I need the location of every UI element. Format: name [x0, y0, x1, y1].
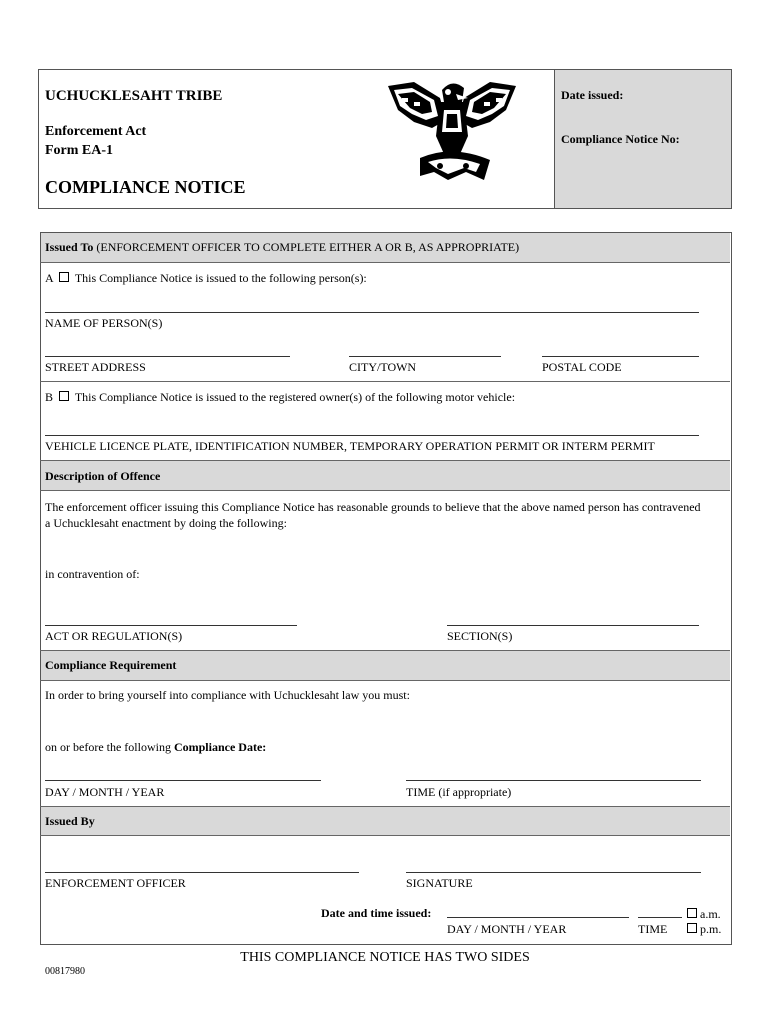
- date-time-issued-label: Date and time issued:: [321, 906, 432, 920]
- option-b-letter: B: [45, 390, 54, 404]
- issued-to-heading-text: (ENFORCEMENT OFFICER TO COMPLETE EITHER A OR B, AS APPROPRIATE): [93, 240, 520, 254]
- offence-heading: Description of Offence: [45, 469, 161, 483]
- officer-label: ENFORCEMENT OFFICER: [45, 876, 186, 890]
- page-title: COMPLIANCE NOTICE: [45, 177, 246, 197]
- option-a-row: [45, 271, 367, 286]
- requirement-text: In order to bring yourself into compliance with Uchucklesaht law you must:: [45, 688, 410, 702]
- street-label: STREET ADDRESS: [45, 360, 146, 374]
- am-label: a.m.: [700, 907, 721, 921]
- issued-by-heading: Issued By: [45, 814, 95, 828]
- act-input-line[interactable]: [45, 625, 297, 626]
- am-option: [684, 907, 721, 922]
- pm-option: [684, 922, 721, 937]
- compliance-time-input-line[interactable]: [406, 780, 701, 781]
- compliance-time-label: TIME (if appropriate): [406, 785, 512, 799]
- compliance-day-input-line[interactable]: [45, 780, 321, 781]
- thunderbird-crest-icon: [384, 76, 520, 186]
- am-checkbox[interactable]: [687, 908, 697, 918]
- option-a-letter: A: [45, 271, 54, 285]
- postal-label: POSTAL CODE: [542, 360, 622, 374]
- option-a-checkbox[interactable]: [59, 272, 69, 282]
- act-label: ACT OR REGULATION(S): [45, 629, 183, 643]
- name-label: NAME OF PERSON(S): [45, 316, 163, 330]
- option-b-row: [45, 390, 515, 405]
- section-label: SECTION(S): [447, 629, 513, 643]
- pm-label: p.m.: [700, 922, 722, 936]
- issued-time-input-line[interactable]: [638, 917, 682, 918]
- issued-day-input-line[interactable]: [447, 917, 629, 918]
- form-box: [40, 232, 732, 945]
- issued-to-heading: [45, 240, 519, 255]
- city-label: CITY/TOWN: [349, 360, 417, 374]
- two-sides-notice: THIS COMPLIANCE NOTICE HAS TWO SIDES: [240, 950, 530, 965]
- option-a-text: This Compliance Notice is issued to the following person(s):: [74, 271, 367, 285]
- section-input-line[interactable]: [447, 625, 699, 626]
- vehicle-input-line[interactable]: [45, 435, 699, 436]
- pm-checkbox[interactable]: [687, 923, 697, 933]
- street-input-line[interactable]: [45, 356, 290, 357]
- name-input-line[interactable]: [45, 312, 699, 313]
- act-name: Enforcement Act: [45, 124, 147, 139]
- city-input-line[interactable]: [349, 356, 501, 357]
- compliance-day-label: DAY / MONTH / YEAR: [45, 785, 165, 799]
- vehicle-label: VEHICLE LICENCE PLATE, IDENTIFICATION NUMBER, TEMPORARY OPERATION PERMIT OR INTERM PERMIT: [45, 439, 655, 453]
- issued-day-label: DAY / MONTH / YEAR: [447, 922, 567, 936]
- notice-number-label: Compliance Notice No:: [561, 132, 680, 146]
- tribe-name: UCHUCKLESAHT TRIBE: [45, 88, 223, 104]
- form-serial-number: 00817980: [45, 966, 85, 977]
- compliance-date-bold: Compliance Date:: [173, 740, 267, 754]
- date-issued-label: Date issued:: [561, 88, 624, 102]
- issued-to-heading-bold: Issued To: [45, 240, 94, 254]
- signature-label: SIGNATURE: [406, 876, 473, 890]
- issued-by-header: [41, 807, 730, 835]
- postal-input-line[interactable]: [542, 356, 699, 357]
- signature-input-line[interactable]: [406, 872, 701, 873]
- option-b-checkbox[interactable]: [59, 391, 69, 401]
- compliance-date-text: [45, 740, 266, 755]
- option-b-text: This Compliance Notice is issued to the registered owner(s) of the following motor vehicle:: [74, 390, 516, 404]
- issued-time-label: TIME: [638, 922, 668, 936]
- officer-input-line[interactable]: [45, 872, 359, 873]
- contravention-label: in contravention of:: [45, 567, 140, 581]
- form-number: Form EA-1: [45, 143, 114, 158]
- offence-text: The enforcement officer issuing this Compliance Notice has reasonable grounds to believe that the above named person has contravened a Uchucklesaht enactment by doing the following:: [45, 500, 701, 530]
- compliance-date-plain: on or before the following: [45, 740, 174, 754]
- requirement-heading: Compliance Requirement: [45, 658, 177, 672]
